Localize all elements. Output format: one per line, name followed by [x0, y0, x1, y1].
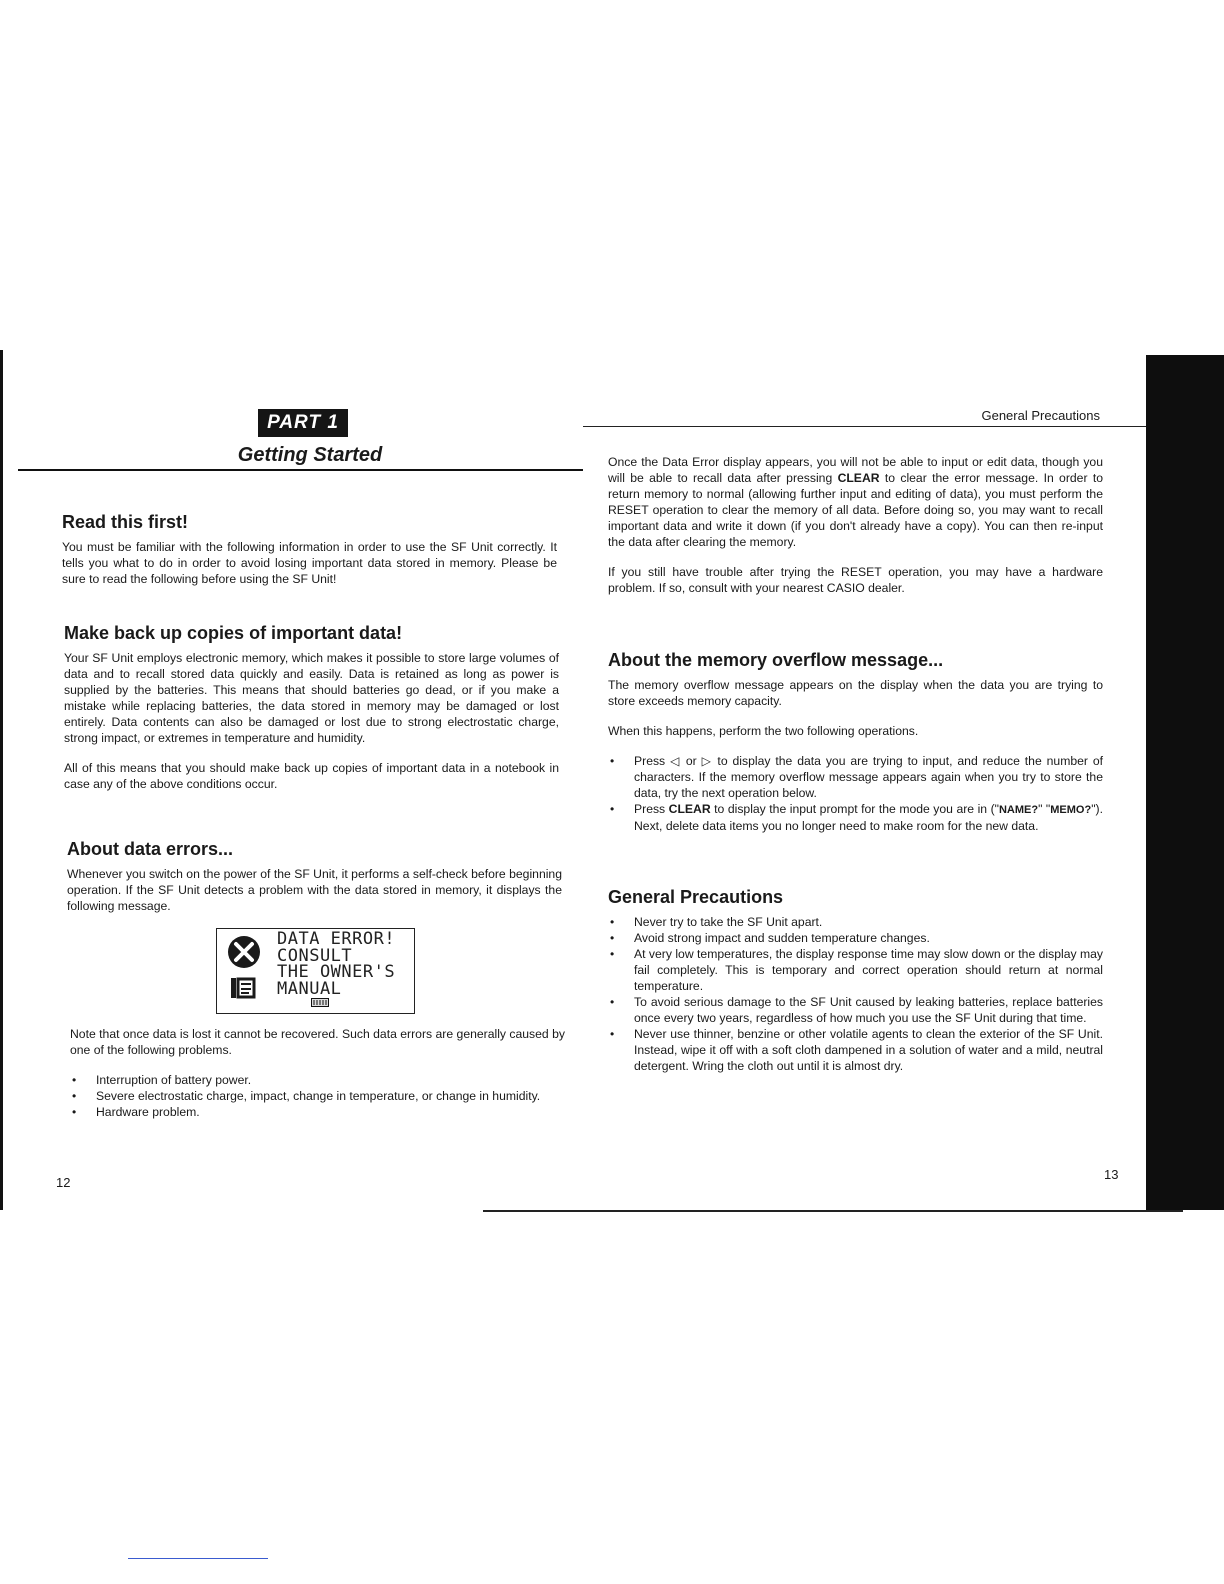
running-head: General Precautions: [981, 408, 1100, 423]
data-errors-paragraph-1: Whenever you switch on the power of the SF Unit, it performs a self-check before beginning operation. If the SF Unit detects a problem with the data stored in memory, it displays the following message.: [67, 867, 562, 913]
left-title-rule: [18, 469, 583, 471]
overflow-paragraph-2: When this happens, perform the two following operations.: [608, 724, 919, 738]
indicator-icon: [311, 998, 329, 1007]
error-paragraph-1: [608, 454, 1103, 550]
right-page-edge: [1146, 355, 1224, 1210]
section-read-first: [62, 511, 557, 587]
precautions-list: [608, 914, 1103, 1074]
backup-heading: Make back up copies of important data!: [64, 623, 403, 643]
list-item: • Never try to take the SF Unit apart.: [608, 914, 1103, 930]
part-badge: PART 1: [258, 409, 348, 437]
section-error-continued: [608, 454, 1103, 596]
right-header-rule: [583, 426, 1146, 427]
list-item: • Never use thinner, benzine or other volatile agents to clean the exterior of the SF Unit. Instead, wipe it off with a soft cloth dampened in a solution of water and a mild, neutral detergent. Wring the cloth out until it is almost dry.: [608, 1026, 1103, 1074]
section-general-precautions: [608, 886, 1103, 1074]
name-prompt: NAME?: [998, 804, 1039, 816]
step-2-text-a: Press: [634, 802, 669, 816]
page-number-right: 13: [1104, 1167, 1119, 1182]
section-data-errors: [67, 838, 562, 914]
bottom-rule: [483, 1210, 1183, 1212]
left-page-edge: [0, 350, 3, 1210]
data-error-display: [216, 928, 415, 1014]
precautions-heading: General Precautions: [608, 887, 784, 907]
overflow-paragraph-1: The memory overflow message appears on the display when the data you are trying to store exceeds memory capacity.: [608, 678, 1103, 708]
list-item: • Avoid strong impact and sudden temperature changes.: [608, 930, 1103, 946]
error-paragraph-2: If you still have trouble after trying the RESET operation, you may have a hardware problem. If so, consult with your nearest CASIO dealer.: [608, 565, 1103, 595]
step-1-or: or: [680, 754, 702, 768]
page-number-left: 12: [56, 1175, 71, 1190]
part-title: Getting Started: [237, 444, 383, 466]
error-p1-text-b: to clear the error message. In order to return memory to normal (allowing further input and editing of data), you must perform the RESET operation to clear the memory of all data. Before doing so, you may want to recall important data and write it down (if you don't already have a copy). You can then re-input the data after clearing the memory.: [608, 471, 1103, 549]
clear-key-label: CLEAR: [837, 471, 880, 485]
step-2-text-d: "). Next, delete data items you no longer need to make room for the new data.: [634, 802, 1103, 833]
display-line-1: DATA ERROR!: [277, 929, 396, 949]
list-item: • Interruption of battery power.: [70, 1072, 565, 1088]
left-arrow-key-icon: ◁: [670, 754, 681, 768]
list-item: • To avoid serious damage to the SF Unit caused by leaking batteries, replace batteries once every two years, regardless of how much you use the SF Unit during that time.: [608, 994, 1103, 1026]
error-x-icon: [227, 935, 261, 969]
book-hand-icon: [229, 975, 259, 1001]
clear-key-label: CLEAR: [668, 802, 711, 816]
display-line-4: MANUAL: [277, 978, 342, 999]
step-1-text-b: to display the data you are trying to input, and reduce the number of characters. If the memory overflow message appears again when you try to store the data, try the next operation below.: [634, 754, 1104, 800]
data-error-causes-list: [70, 1072, 565, 1120]
step-2-text-c: " ": [1038, 802, 1051, 816]
backup-paragraph-2: All of this means that you should make back up copies of important data in a notebook in case any of the above conditions occur.: [64, 761, 559, 791]
list-item: • Hardware problem.: [70, 1104, 565, 1120]
overflow-heading: About the memory overflow message...: [608, 650, 944, 670]
list-item: • Severe electrostatic charge, impact, change in temperature, or change in humidity.: [70, 1088, 565, 1104]
list-item: • At very low temperatures, the display response time may slow down or the display may fail completely. This is temporary and correct operation should return at normal temperature.: [608, 946, 1103, 994]
memo-prompt: MEMO?: [1050, 804, 1092, 816]
display-line-2: CONSULT: [277, 945, 353, 966]
display-line-3: THE OWNER'S: [277, 962, 396, 982]
footer-line: [128, 1558, 268, 1559]
display-lines: [277, 931, 395, 997]
read-first-body: You must be familiar with the following information in order to use the SF Unit correctly. It tells you what to do in order to avoid losing important data stored in memory. Please be sure to read the following before using the SF Unit!: [62, 540, 557, 586]
data-errors-heading: About data errors...: [67, 839, 234, 859]
backup-paragraph-1: Your SF Unit employs electronic memory, which makes it possible to store large volumes of data and to recall stored data quickly and easily. Data is retained as long as power is supplied by the batteries. This means that should batteries go dead, or if you make a mistake while replacing batteries, the data stored in memory may be damaged or lost entirely. Data contents can also be damaged or lost due to strong electrostatic charge, strong impact, or extremes in temperature and humidity.: [64, 651, 559, 745]
section-backup: [64, 622, 559, 792]
section-overflow: [608, 649, 1103, 834]
right-arrow-key-icon: ▷: [701, 754, 713, 768]
list-item: [608, 801, 1103, 834]
read-first-heading: Read this first!: [62, 512, 189, 532]
data-errors-paragraph-2: Note that once data is lost it cannot be recovered. Such data errors are generally caused by one of the following problems.: [70, 1027, 565, 1057]
step-1-text-a: Press: [634, 754, 671, 768]
overflow-steps-list: [608, 753, 1103, 834]
error-p1-text-a: Once the Data Error display appears, you will not be able to input or edit data, though you will be able to recall data after pressing: [608, 455, 1103, 485]
step-2-text-b: to display the input prompt for the mode you are in (": [710, 802, 999, 816]
section-data-errors-cont: [70, 1020, 565, 1120]
list-item: [608, 753, 1103, 801]
